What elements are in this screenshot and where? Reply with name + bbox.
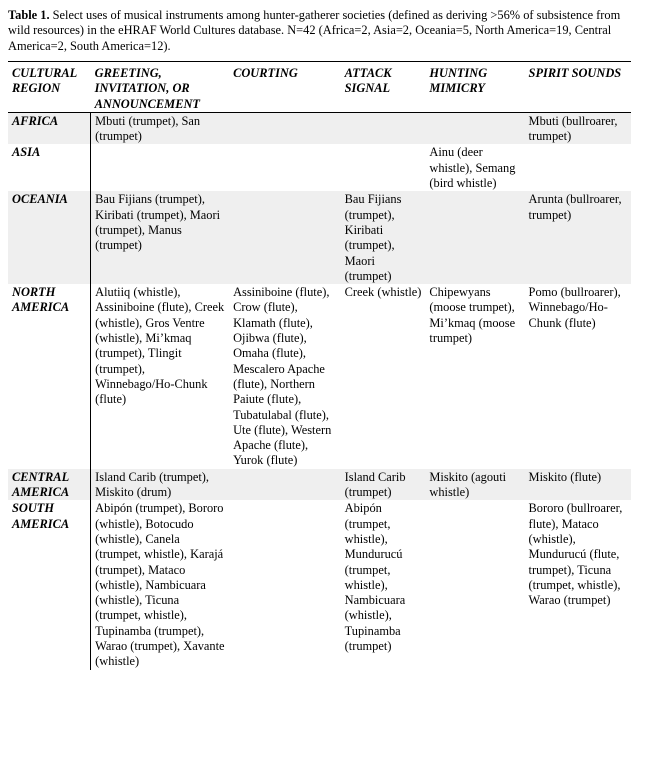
hunting-cell bbox=[425, 191, 524, 284]
hunting-cell: Miskito (agouti whistle) bbox=[425, 469, 524, 501]
spirit-cell bbox=[525, 144, 631, 191]
hunting-cell bbox=[425, 112, 524, 144]
greeting-cell: Island Carib (trumpet), Miskito (drum) bbox=[91, 469, 229, 501]
table-row-asia bbox=[8, 144, 631, 191]
greeting-cell: Mbuti (trumpet), San (trumpet) bbox=[91, 112, 229, 144]
courting-cell bbox=[229, 112, 341, 144]
attack-cell: Abipón (trumpet, whistle), Mundurucú (trumpet, whistle), Nambicuara (whistle), Tupinamba (trumpet) bbox=[344, 501, 406, 653]
spirit-cell: Miskito (flute) bbox=[525, 469, 631, 501]
greeting-cell bbox=[91, 144, 229, 191]
caption-text: Select uses of musical instruments among hunter-gatherer societies (defined as deriving >56% of subsistence from wild resources) in the eHRAF World Cultures database. N=42 (Africa=2, Asia=2, Oceania=5, North America=19, Central America=2, South America=12). bbox=[8, 8, 621, 53]
spirit-cell: Bororo (bullroarer, flute), Mataco (whistle), Mundurucú (flute, trumpet), Ticuna (trumpet, whistle), Warao (trumpet) bbox=[528, 501, 623, 608]
region-cell: ASIA bbox=[12, 145, 41, 160]
region-cell: SOUTH AMERICA bbox=[12, 501, 70, 531]
table-row-north-america bbox=[8, 284, 631, 469]
instrument-uses-table bbox=[8, 65, 631, 670]
table-row-oceania bbox=[8, 191, 631, 284]
courting-cell bbox=[229, 191, 341, 284]
spirit-cell: Pomo (bullroarer), Winnebago/Ho-Chunk (flute) bbox=[528, 285, 621, 330]
attack-cell bbox=[341, 144, 426, 191]
attack-cell: Creek (whistle) bbox=[344, 285, 422, 300]
header-cultural-region: CULTURAL REGION bbox=[8, 65, 91, 112]
hunting-cell: Chipewyans (moose trumpet), Mi’kmaq (moose trumpet) bbox=[429, 285, 516, 346]
table-row-africa bbox=[8, 112, 631, 144]
header-courting: COURTING bbox=[229, 65, 341, 112]
spirit-cell: Mbuti (bullroarer, trumpet) bbox=[525, 112, 631, 144]
table-row-central-america bbox=[8, 469, 631, 501]
attack-cell: Island Carib (trumpet) bbox=[341, 469, 426, 501]
table-top-rule bbox=[8, 61, 631, 62]
header-hunting-mimicry: HUNTING MIMICRY bbox=[425, 65, 524, 112]
table-caption bbox=[8, 8, 633, 54]
attack-cell: Bau Fijians (trumpet), Kiribati (trumpet), Maori (trumpet) bbox=[341, 191, 426, 284]
header-row bbox=[8, 65, 631, 112]
region-cell: NORTH AMERICA bbox=[12, 285, 70, 315]
greeting-cell: Abipón (trumpet), Bororo (whistle), Botocudo (whistle), Canela (trumpet, whistle), Karajá (trumpet), Mataco (whistle), Nambicuara (whistle), Ticuna (trumpet, whistle), Tupinamba (trumpet), Warao (trumpet), Xavante (whistle) bbox=[91, 500, 229, 669]
hunting-cell: Ainu (deer whistle), Semang (bird whistle) bbox=[429, 145, 516, 191]
caption-label: Table 1. bbox=[8, 8, 50, 22]
header-spirit-sounds: SPIRIT SOUNDS bbox=[525, 65, 631, 112]
region-cell: OCEANIA bbox=[8, 191, 91, 284]
spirit-cell: Arunta (bullroarer, trumpet) bbox=[525, 191, 631, 284]
courting-cell bbox=[229, 144, 341, 191]
table-row-south-america bbox=[8, 500, 631, 669]
courting-cell bbox=[229, 469, 341, 501]
region-cell: AFRICA bbox=[8, 112, 91, 144]
greeting-cell: Alutiiq (whistle), Assiniboine (flute), Creek (whistle), Gros Ventre (whistle), Mi’kmaq (trumpet), Tlingit (trumpet), Winnebago/Ho-Chunk (flute) bbox=[91, 284, 229, 469]
greeting-cell: Bau Fijians (trumpet), Kiribati (trumpet), Maori (trumpet), Manus (trumpet) bbox=[91, 191, 229, 284]
hunting-cell bbox=[425, 500, 524, 669]
courting-cell: Assiniboine (flute), Crow (flute), Klamath (flute), Ojibwa (flute), Omaha (flute), Mescalero Apache (flute), Northern Paiute (flute), Tubatulabal (flute), Ute (flute), Western Apache (flute), Yurok (flute) bbox=[233, 285, 332, 468]
header-greeting: GREETING, INVITATION, OR ANNOUNCEMENT bbox=[91, 65, 229, 112]
courting-cell bbox=[229, 500, 341, 669]
region-cell: CENTRAL AMERICA bbox=[8, 469, 91, 501]
attack-cell bbox=[341, 112, 426, 144]
header-attack-signal: ATTACK SIGNAL bbox=[341, 65, 426, 112]
